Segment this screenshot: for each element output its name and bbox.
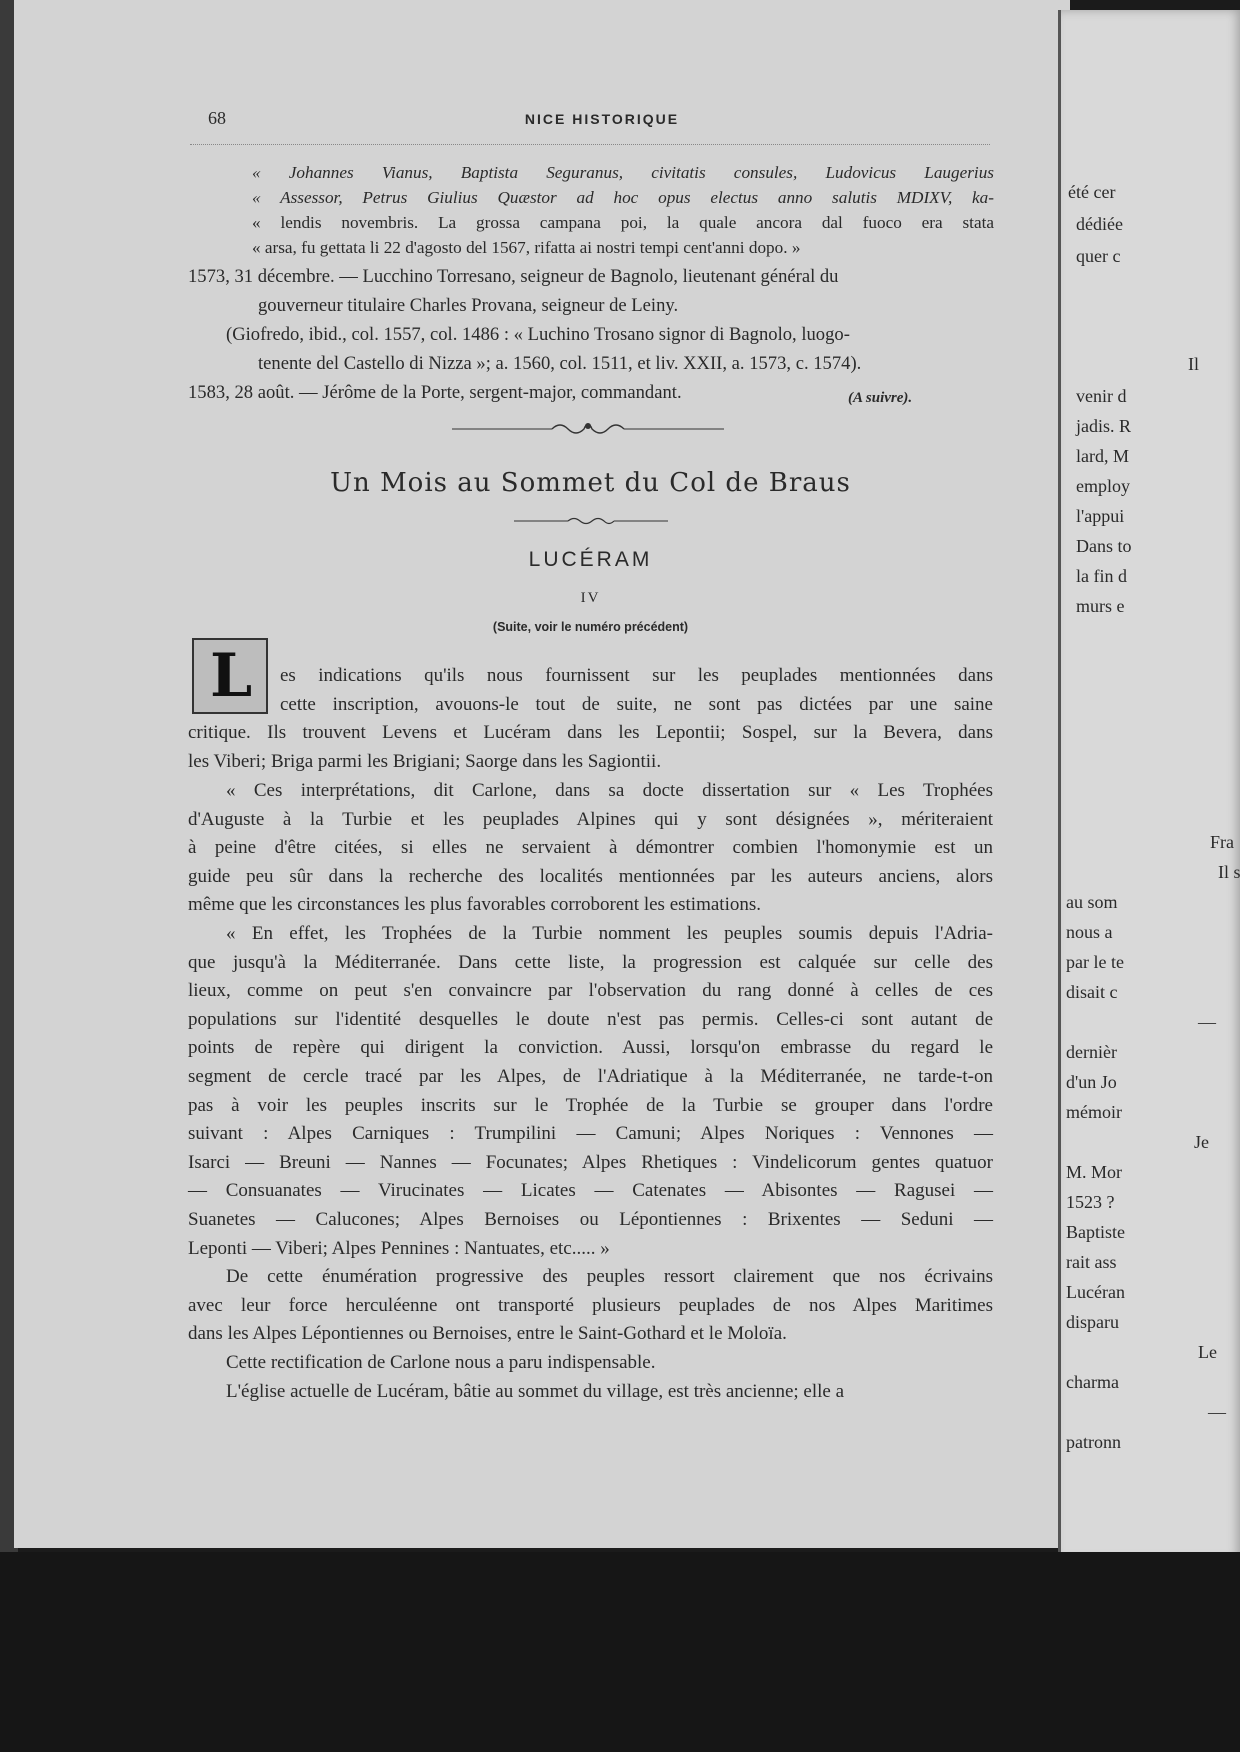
text-line: populations sur l'identité desquelles le doute n'est pas permis. Celles-ci sont autant de xyxy=(188,1008,993,1030)
fragment: Dans to xyxy=(1076,536,1132,556)
fragment: venir d xyxy=(1076,386,1127,406)
fragment: 1523 ? xyxy=(1066,1192,1115,1212)
text-line: guide peu sûr dans la recherche des localités mentionnées par les auteurs anciens, alors xyxy=(188,865,993,887)
entry-citation: tenente del Castello di Nizza »; a. 1560, col. 1511, et liv. XXII, a. 1573, c. 1574). xyxy=(258,353,862,374)
quote-line: « arsa, fu gettata li 22 d'agosto del 1567, rifatta ai nostri tempi cent'anni dopo. » xyxy=(252,238,801,257)
fragment: au som xyxy=(1066,892,1118,912)
fragment: l'appui xyxy=(1076,506,1125,526)
fragment: Il xyxy=(1188,354,1199,374)
drop-cap-letter: L xyxy=(210,641,253,711)
paragraph-1 xyxy=(188,662,993,776)
text-line: critique. Ils trouvent Levens et Lucéram dans les Lepontii; Sospel, sur la Bevera, dans xyxy=(188,722,993,744)
fragment: Lucéran xyxy=(1066,1282,1125,1302)
title-underline-ornament xyxy=(514,514,668,528)
fragment: charma xyxy=(1066,1372,1119,1392)
chapter-numeral: IV xyxy=(580,590,601,606)
text-line: même que les circonstances les plus favorables corroborent les estimations. xyxy=(188,894,761,916)
quote-line: « Assessor, Petrus Giulius Quæstor ad hoc opus electus anno salutis MDIXV, ka- xyxy=(252,188,994,207)
text-line: Isarci — Breuni — Nannes — Focunates; Alpes Rhetiques : Vindelicorum gentes quatuor xyxy=(188,1151,993,1173)
fragment: patronn xyxy=(1066,1432,1121,1452)
continued-note: (Suite, voir le numéro précédent) xyxy=(492,620,689,634)
fragment: employ xyxy=(1076,476,1130,496)
text-line: Suanetes — Calucones; Alpes Bernoises ou Lépontiennes : Brixentes — Seduni — xyxy=(188,1208,993,1230)
text-line: suivant : Alpes Carniques : Trumpilini — Camuni; Alpes Noriques : Vennones — xyxy=(188,1123,993,1145)
scan-background xyxy=(0,1552,1240,1752)
latin-quote xyxy=(252,160,994,260)
quote-line: « lendis novembris. La grossa campana poi, la quale ancora dal fuoco era stata xyxy=(252,213,994,232)
fragment: M. Mor xyxy=(1066,1162,1123,1182)
fragment: dédiée xyxy=(1076,214,1123,234)
chronology-entry-1573 xyxy=(188,262,993,407)
text-line: d'Auguste à la Turbie et les peuplades Alpines qui y sont désignées », mériteraient xyxy=(188,808,993,830)
paragraph-3 xyxy=(188,920,993,1263)
fragment: Je xyxy=(1194,1132,1209,1152)
text-line: De cette énumération progressive des peuples ressort clairement que nos écrivains xyxy=(226,1266,993,1287)
fragment: dernièr xyxy=(1066,1042,1117,1062)
fragment: jadis. R xyxy=(1076,416,1132,436)
entry-line: gouverneur titulaire Charles Provana, seigneur de Leiny. xyxy=(258,295,679,316)
fragment: quer c xyxy=(1076,246,1121,266)
fragment: Baptiste xyxy=(1066,1222,1125,1242)
fragment: mémoir xyxy=(1066,1102,1122,1122)
entry-line: 1573, 31 décembre. — Lucchino Torresano, seigneur de Bagnolo, lieutenant général du xyxy=(188,266,839,287)
text-line: « En effet, les Trophées de la Turbie nomment les peuples soumis depuis l'Adria- xyxy=(226,923,993,944)
text-line: les Viberi; Briga parmi les Brigiani; Saorge dans les Sagiontii. xyxy=(188,750,662,772)
page-header xyxy=(208,108,996,136)
text-line: es indications qu'ils nous fournissent sur les peuplades mentionnées dans xyxy=(280,665,993,686)
fragment: Le xyxy=(1198,1342,1217,1362)
fragment: d'un Jo xyxy=(1066,1072,1117,1092)
text-line: Leponti — Viberi; Alpes Pennines : Nantuates, etc..... » xyxy=(188,1237,610,1259)
text-line: cette inscription, avouons-le tout de suite, ne sont pas dictées par une saine xyxy=(280,693,993,715)
header-rule xyxy=(190,144,990,145)
ornament-divider xyxy=(452,418,724,440)
fragment: par le te xyxy=(1066,952,1124,972)
text-line: avec leur force herculéenne ont transporté plusieurs peuplades de nos Alpes Maritimes xyxy=(188,1294,993,1316)
running-title: NICE HISTORIQUE xyxy=(524,111,680,127)
quote-line: « Johannes Vianus, Baptista Seguranus, civitatis consules, Ludovicus Laugerius xyxy=(252,163,994,182)
fragment: rait ass xyxy=(1066,1252,1117,1272)
paragraph-4 xyxy=(188,1263,993,1349)
text-line: pas à voir les peuples inscrits sur le Trophée de la Turbie se grouper dans l'ordre xyxy=(188,1094,993,1116)
fragment: lard, M xyxy=(1076,446,1129,466)
fragment: la fin d xyxy=(1076,566,1127,586)
paragraph-6 xyxy=(188,1378,993,1407)
fragment: Il s xyxy=(1218,862,1240,882)
fragment: disparu xyxy=(1066,1312,1119,1332)
fragment: murs e xyxy=(1076,596,1125,616)
text-line: points de repère qui dirigent la conviction. Aussi, lorsqu'on embrasse du regard le xyxy=(188,1037,993,1059)
text-line: Cette rectification de Carlone nous a paru indispensable. xyxy=(226,1352,656,1373)
fragment: — xyxy=(1208,1402,1226,1422)
entry-citation: (Giofredo, ibid., col. 1557, col. 1486 : « Luchino Trosano signor di Bagnolo, luogo- xyxy=(226,324,850,345)
fragment: — xyxy=(1198,1012,1216,1032)
entry-line: 1583, 28 août. — Jérôme de la Porte, sergent-major, commandant. xyxy=(188,382,682,403)
fragment: nous a xyxy=(1066,922,1113,942)
paragraph-2 xyxy=(188,777,993,920)
fragment: Fra xyxy=(1210,832,1234,852)
to-follow-note: (A suivre). xyxy=(848,390,913,406)
article-title: Un Mois au Sommet du Col de Braus xyxy=(330,468,851,498)
text-line: à peine d'être citées, si elles ne servaient à démontrer combien l'homonymie est un xyxy=(188,837,993,859)
paragraph-5 xyxy=(188,1349,993,1378)
text-line: L'église actuelle de Lucéram, bâtie au sommet du village, est très ancienne; elle a xyxy=(226,1381,845,1402)
text-line: que jusqu'à la Méditerranée. Dans cette liste, la progression est calquée sur celle des xyxy=(188,951,993,973)
text-line: « Ces interprétations, dit Carlone, dans sa docte dissertation sur « Les Trophées xyxy=(226,780,993,801)
text-line: — Consuanates — Virucinates — Licates — Catenates — Abisontes — Ragusei — xyxy=(188,1180,993,1202)
page-number: 68 xyxy=(208,108,226,128)
facing-page-fragments xyxy=(1058,10,1240,1560)
text-line: segment de cercle tracé par les Alpes, de l'Adriatique à la Méditerranée, ne tarde-t-on xyxy=(188,1065,993,1087)
fragment: disait c xyxy=(1066,982,1118,1002)
fragment: été cer xyxy=(1068,182,1116,202)
section-title: LUCÉRAM xyxy=(528,548,653,571)
text-line: lieux, comme on peut s'en convaincre par l'observation du rang donné à celles de ces xyxy=(188,980,993,1002)
text-line: dans les Alpes Lépontiennes ou Bernoises, entre le Saint-Gothard et le Moloïa. xyxy=(188,1323,787,1345)
